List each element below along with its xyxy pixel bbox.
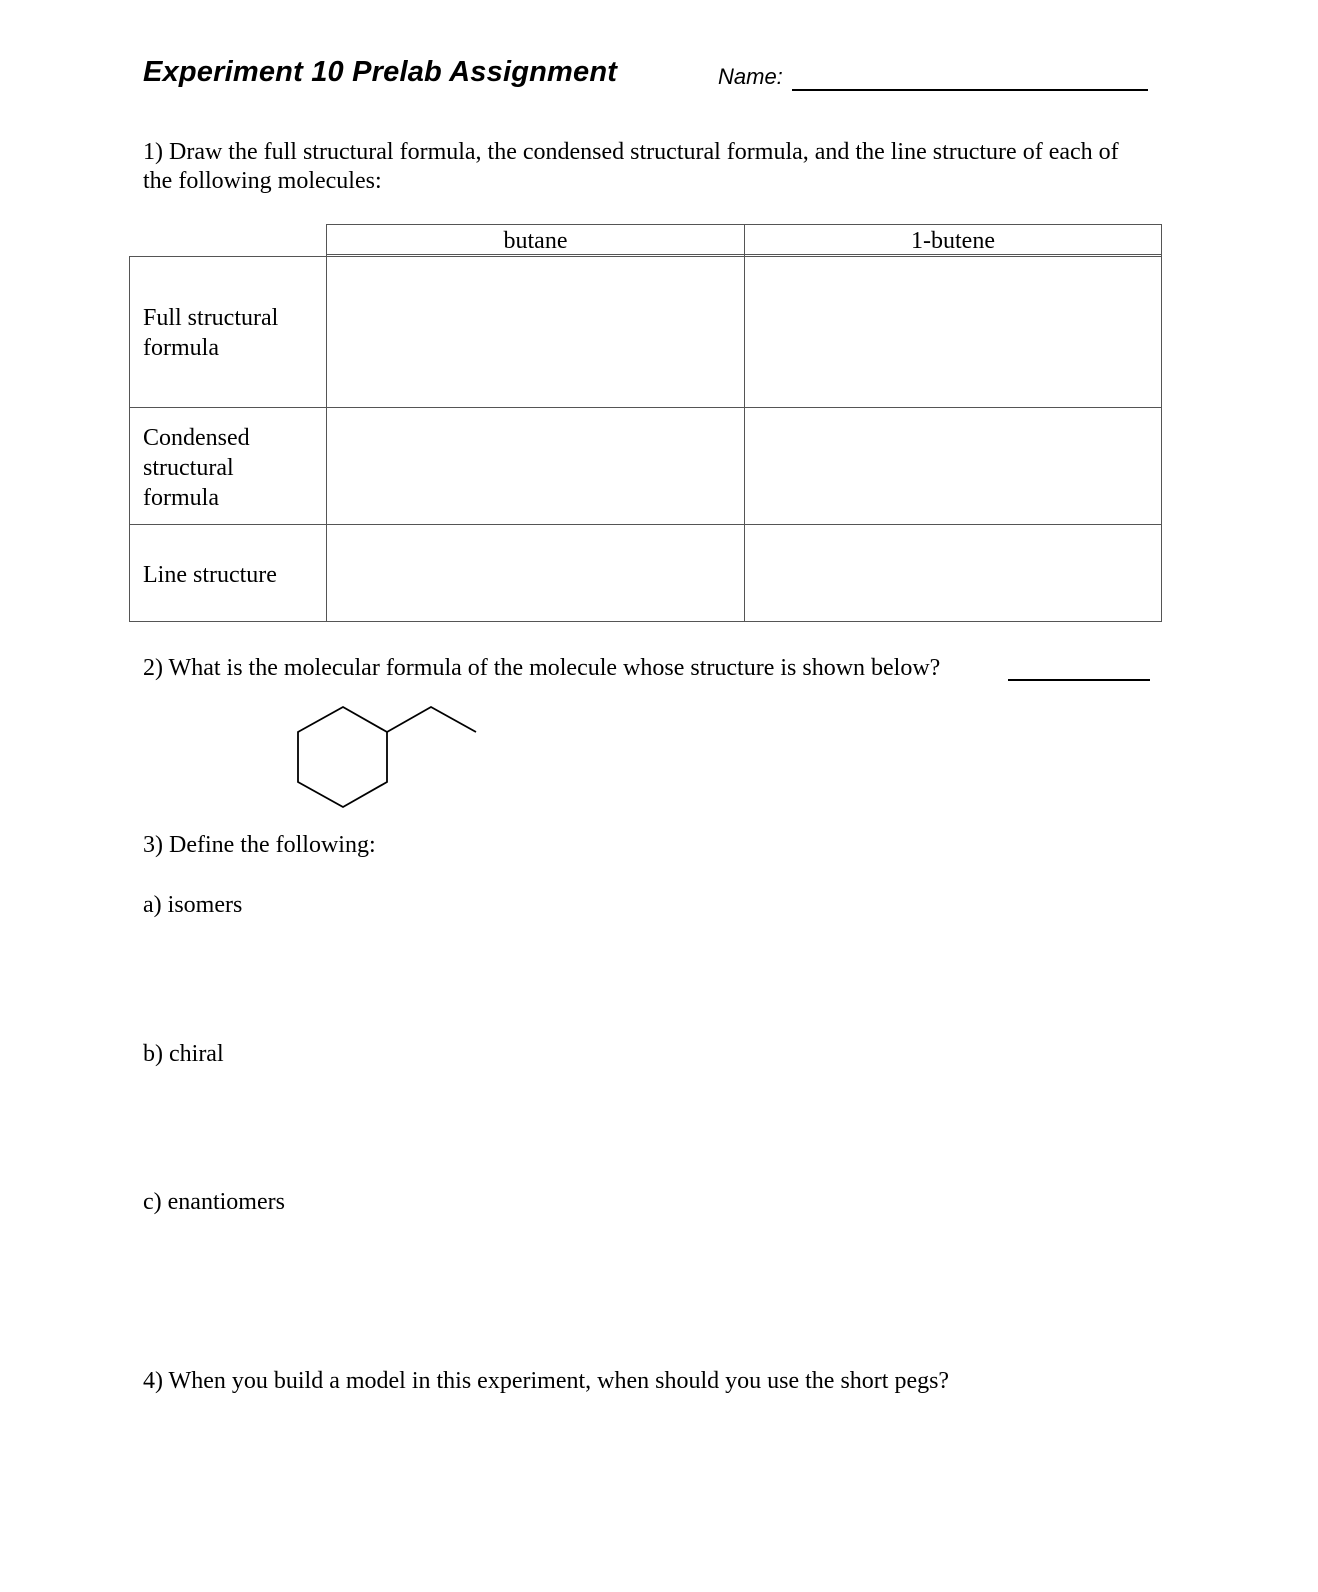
answer-cell-butene-condensed[interactable]	[745, 408, 1161, 524]
name-label: Name:	[718, 64, 783, 89]
ethyl-chain	[387, 707, 476, 732]
question-2: 2) What is the molecular formula of the molecule whose structure is shown below?	[143, 655, 941, 681]
column-header-1-butene: 1-butene	[911, 228, 995, 254]
cyclohexane-ring	[298, 707, 387, 807]
page-title: Experiment 10 Prelab Assignment	[143, 56, 618, 88]
row-label-line: Full structural	[143, 305, 279, 331]
answer-cell-butane-full[interactable]	[327, 257, 744, 407]
row-label-line: structural	[143, 455, 234, 481]
row-label-condensed	[143, 423, 318, 513]
answer-cell-butene-line[interactable]	[745, 525, 1161, 621]
row-label-line: Condensed	[143, 425, 250, 451]
row-label-full-structural	[143, 303, 318, 363]
question-2-answer-line[interactable]	[1008, 679, 1150, 681]
answer-cell-butane-condensed[interactable]	[327, 408, 744, 524]
question-1: 1) Draw the full structural formula, the condensed structural formula, and the line structure of each of the following molecules:	[143, 139, 1119, 194]
name-field-line[interactable]	[792, 89, 1148, 91]
row-label-line: formula	[143, 485, 219, 511]
table-border-left	[129, 256, 130, 622]
answer-cell-butene-full[interactable]	[745, 257, 1161, 407]
question-3c: c) enantiomers	[143, 1189, 285, 1215]
row-label-line: formula	[143, 335, 219, 361]
question-3: 3) Define the following:	[143, 832, 376, 858]
column-header-butane: butane	[503, 228, 568, 254]
row-label-line: Line structure	[143, 562, 277, 588]
question-4: 4) When you build a model in this experiment, when should you use the short pegs?	[143, 1368, 950, 1394]
answer-cell-butane-line[interactable]	[327, 525, 744, 621]
question-3a: a) isomers	[143, 892, 243, 918]
table-border-right	[1161, 224, 1162, 622]
row-label-line-structure	[143, 560, 318, 590]
question-3b: b) chiral	[143, 1041, 224, 1067]
table-border-bottom	[129, 621, 1162, 622]
ethylcyclohexane-structure	[290, 700, 485, 815]
